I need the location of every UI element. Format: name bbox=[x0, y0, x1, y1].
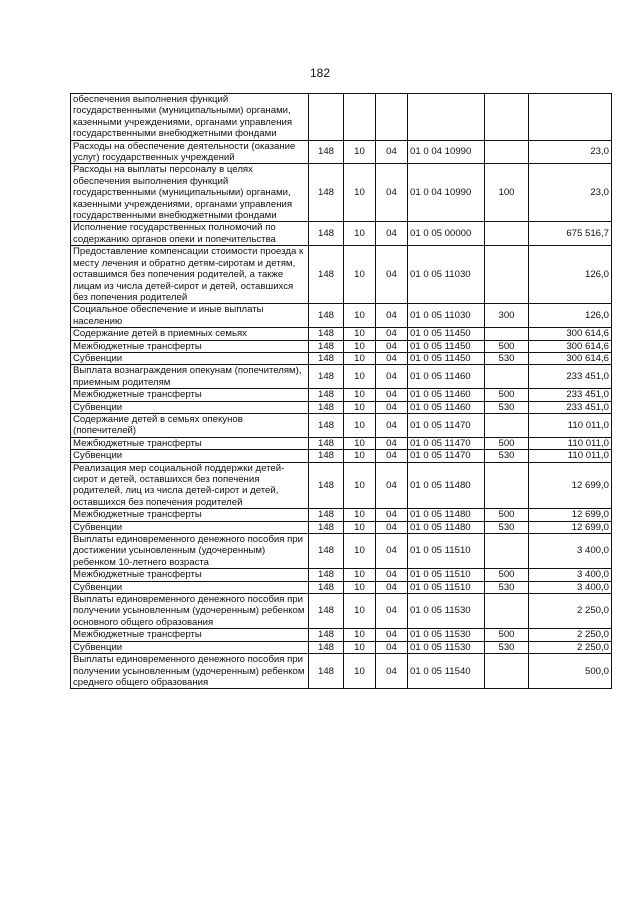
target-article-cell: 01 0 05 11460 bbox=[408, 389, 485, 401]
amount-cell: 675 516,7 bbox=[529, 222, 612, 246]
grbs-code-cell bbox=[309, 94, 344, 141]
expense-name-cell: Содержание детей в семьях опекунов (попечителей) bbox=[71, 413, 309, 437]
target-article-cell: 01 0 05 11470 bbox=[408, 413, 485, 437]
subsection-code-cell: 04 bbox=[376, 509, 408, 521]
section-code-cell: 10 bbox=[344, 654, 376, 689]
expense-name-cell: Межбюджетные трансферты bbox=[71, 569, 309, 581]
expense-name-cell: Расходы на обеспечение деятельности (оказание услуг) государственных учреждений bbox=[71, 140, 309, 164]
table-row bbox=[71, 164, 612, 222]
expense-name-cell: Межбюджетные трансферты bbox=[71, 340, 309, 352]
section-code-cell: 10 bbox=[344, 450, 376, 462]
table-row bbox=[71, 462, 612, 509]
table-row bbox=[71, 521, 612, 533]
subsection-code-cell: 04 bbox=[376, 581, 408, 593]
subsection-code-cell bbox=[376, 94, 408, 141]
table-row bbox=[71, 581, 612, 593]
grbs-code-cell: 148 bbox=[309, 629, 344, 641]
expense-name-cell: Субвенции bbox=[71, 521, 309, 533]
expense-name-cell: Выплата вознаграждения опекунам (попечителям), приемным родителям bbox=[71, 365, 309, 389]
expense-type-cell bbox=[485, 534, 529, 569]
amount-cell: 3 400,0 bbox=[529, 534, 612, 569]
expense-type-cell: 300 bbox=[485, 304, 529, 328]
table-row bbox=[71, 629, 612, 641]
section-code-cell: 10 bbox=[344, 462, 376, 509]
amount-cell: 12 699,0 bbox=[529, 462, 612, 509]
grbs-code-cell: 148 bbox=[309, 304, 344, 328]
table-row bbox=[71, 413, 612, 437]
expense-type-cell bbox=[485, 365, 529, 389]
amount-cell: 300 614,6 bbox=[529, 328, 612, 340]
expense-type-cell: 530 bbox=[485, 401, 529, 413]
subsection-code-cell: 04 bbox=[376, 641, 408, 653]
amount-cell: 233 451,0 bbox=[529, 401, 612, 413]
target-article-cell: 01 0 05 11460 bbox=[408, 401, 485, 413]
target-article-cell: 01 0 05 11510 bbox=[408, 581, 485, 593]
expense-name-cell: Реализация мер социальной поддержки детей-сирот и детей, оставшихся без попечения родителей, лиц из числа детей-сирот и детей, оставшихся без попечения родителей bbox=[71, 462, 309, 509]
table-row bbox=[71, 401, 612, 413]
expense-type-cell: 500 bbox=[485, 437, 529, 449]
expense-type-cell bbox=[485, 246, 529, 304]
expense-type-cell: 530 bbox=[485, 581, 529, 593]
subsection-code-cell: 04 bbox=[376, 629, 408, 641]
expense-name-cell: Межбюджетные трансферты bbox=[71, 509, 309, 521]
expense-type-cell: 530 bbox=[485, 450, 529, 462]
section-code-cell: 10 bbox=[344, 246, 376, 304]
grbs-code-cell: 148 bbox=[309, 389, 344, 401]
expense-type-cell bbox=[485, 94, 529, 141]
subsection-code-cell: 04 bbox=[376, 222, 408, 246]
amount-cell: 110 011,0 bbox=[529, 450, 612, 462]
section-code-cell: 10 bbox=[344, 401, 376, 413]
expense-type-cell bbox=[485, 654, 529, 689]
expense-name-cell: Исполнение государственных полномочий по содержанию органов опеки и попечительства bbox=[71, 222, 309, 246]
table-row bbox=[71, 328, 612, 340]
grbs-code-cell: 148 bbox=[309, 450, 344, 462]
expense-type-cell: 530 bbox=[485, 352, 529, 364]
grbs-code-cell: 148 bbox=[309, 365, 344, 389]
expense-type-cell: 500 bbox=[485, 509, 529, 521]
amount-cell: 110 011,0 bbox=[529, 437, 612, 449]
table-row bbox=[71, 654, 612, 689]
amount-cell: 23,0 bbox=[529, 140, 612, 164]
section-code-cell: 10 bbox=[344, 389, 376, 401]
amount-cell: 12 699,0 bbox=[529, 521, 612, 533]
table-row bbox=[71, 365, 612, 389]
target-article-cell: 01 0 05 00000 bbox=[408, 222, 485, 246]
target-article-cell: 01 0 05 11470 bbox=[408, 450, 485, 462]
section-code-cell: 10 bbox=[344, 413, 376, 437]
expense-name-cell: Субвенции bbox=[71, 450, 309, 462]
subsection-code-cell: 04 bbox=[376, 389, 408, 401]
target-article-cell: 01 0 05 11530 bbox=[408, 629, 485, 641]
table-row bbox=[71, 94, 612, 141]
table-row bbox=[71, 222, 612, 246]
subsection-code-cell: 04 bbox=[376, 365, 408, 389]
section-code-cell: 10 bbox=[344, 164, 376, 222]
budget-table bbox=[70, 93, 612, 689]
table-row bbox=[71, 340, 612, 352]
expense-name-cell: Субвенции bbox=[71, 401, 309, 413]
subsection-code-cell: 04 bbox=[376, 413, 408, 437]
expense-name-cell: Выплаты единовременного денежного пособия при получении усыновленным (удочеренным) ребенком основного общего образования bbox=[71, 594, 309, 629]
amount-cell: 126,0 bbox=[529, 246, 612, 304]
target-article-cell: 01 0 05 11540 bbox=[408, 654, 485, 689]
expense-type-cell bbox=[485, 222, 529, 246]
target-article-cell: 01 0 05 11030 bbox=[408, 304, 485, 328]
amount-cell: 126,0 bbox=[529, 304, 612, 328]
target-article-cell: 01 0 05 11530 bbox=[408, 641, 485, 653]
subsection-code-cell: 04 bbox=[376, 304, 408, 328]
expense-name-cell: Социальное обеспечение и иные выплаты населению bbox=[71, 304, 309, 328]
target-article-cell: 01 0 05 11450 bbox=[408, 340, 485, 352]
expense-type-cell: 500 bbox=[485, 629, 529, 641]
target-article-cell: 01 0 05 11460 bbox=[408, 365, 485, 389]
table-row bbox=[71, 450, 612, 462]
subsection-code-cell: 04 bbox=[376, 328, 408, 340]
grbs-code-cell: 148 bbox=[309, 328, 344, 340]
subsection-code-cell: 04 bbox=[376, 401, 408, 413]
grbs-code-cell: 148 bbox=[309, 581, 344, 593]
target-article-cell: 01 0 05 11450 bbox=[408, 352, 485, 364]
table-row bbox=[71, 594, 612, 629]
section-code-cell: 10 bbox=[344, 534, 376, 569]
grbs-code-cell: 148 bbox=[309, 401, 344, 413]
amount-cell: 3 400,0 bbox=[529, 569, 612, 581]
grbs-code-cell: 148 bbox=[309, 437, 344, 449]
amount-cell: 23,0 bbox=[529, 164, 612, 222]
section-code-cell: 10 bbox=[344, 365, 376, 389]
target-article-cell: 01 0 05 11480 bbox=[408, 521, 485, 533]
grbs-code-cell: 148 bbox=[309, 246, 344, 304]
grbs-code-cell: 148 bbox=[309, 164, 344, 222]
table-row bbox=[71, 304, 612, 328]
section-code-cell: 10 bbox=[344, 509, 376, 521]
subsection-code-cell: 04 bbox=[376, 246, 408, 304]
grbs-code-cell: 148 bbox=[309, 352, 344, 364]
target-article-cell: 01 0 05 11030 bbox=[408, 246, 485, 304]
subsection-code-cell: 04 bbox=[376, 450, 408, 462]
subsection-code-cell: 04 bbox=[376, 164, 408, 222]
target-article-cell: 01 0 05 11510 bbox=[408, 534, 485, 569]
amount-cell: 233 451,0 bbox=[529, 365, 612, 389]
section-code-cell: 10 bbox=[344, 328, 376, 340]
section-code-cell: 10 bbox=[344, 222, 376, 246]
table-row bbox=[71, 509, 612, 521]
amount-cell: 2 250,0 bbox=[529, 629, 612, 641]
section-code-cell: 10 bbox=[344, 340, 376, 352]
expense-name-cell: Межбюджетные трансферты bbox=[71, 389, 309, 401]
target-article-cell: 01 0 05 11480 bbox=[408, 509, 485, 521]
expense-type-cell: 500 bbox=[485, 340, 529, 352]
subsection-code-cell: 04 bbox=[376, 534, 408, 569]
target-article-cell: 01 0 05 11510 bbox=[408, 569, 485, 581]
subsection-code-cell: 04 bbox=[376, 352, 408, 364]
amount-cell: 12 699,0 bbox=[529, 509, 612, 521]
grbs-code-cell: 148 bbox=[309, 654, 344, 689]
table-row bbox=[71, 140, 612, 164]
amount-cell: 3 400,0 bbox=[529, 581, 612, 593]
amount-cell: 500,0 bbox=[529, 654, 612, 689]
grbs-code-cell: 148 bbox=[309, 462, 344, 509]
grbs-code-cell: 148 bbox=[309, 594, 344, 629]
expense-type-cell: 500 bbox=[485, 569, 529, 581]
amount-cell: 300 614,6 bbox=[529, 340, 612, 352]
amount-cell: 2 250,0 bbox=[529, 594, 612, 629]
grbs-code-cell: 148 bbox=[309, 340, 344, 352]
subsection-code-cell: 04 bbox=[376, 437, 408, 449]
amount-cell bbox=[529, 94, 612, 141]
subsection-code-cell: 04 bbox=[376, 140, 408, 164]
section-code-cell: 10 bbox=[344, 352, 376, 364]
expense-name-cell: Межбюджетные трансферты bbox=[71, 629, 309, 641]
table-row bbox=[71, 352, 612, 364]
expense-name-cell: Субвенции bbox=[71, 352, 309, 364]
grbs-code-cell: 148 bbox=[309, 509, 344, 521]
section-code-cell: 10 bbox=[344, 304, 376, 328]
target-article-cell: 01 0 05 11470 bbox=[408, 437, 485, 449]
section-code-cell: 10 bbox=[344, 140, 376, 164]
expense-name-cell: обеспечения выполнения функций государственными (муниципальными) органами, казенными учреждениями, органами управления государственными внебюджетными фондами bbox=[71, 94, 309, 141]
expense-name-cell: Содержание детей в приемных семьях bbox=[71, 328, 309, 340]
expense-type-cell bbox=[485, 328, 529, 340]
expense-name-cell: Предоставление компенсации стоимости проезда к месту лечения и обратно детям-сиротам и детям, оставшимся без попечения родителей, а также лицам из числа детей-сирот и детей, оставшихся без попечения родителей bbox=[71, 246, 309, 304]
expense-name-cell: Выплаты единовременного денежного пособия при получении усыновленным (удочеренным) ребенком среднего общего образования bbox=[71, 654, 309, 689]
subsection-code-cell: 04 bbox=[376, 462, 408, 509]
table-row bbox=[71, 437, 612, 449]
expense-type-cell: 530 bbox=[485, 641, 529, 653]
amount-cell: 300 614,6 bbox=[529, 352, 612, 364]
table-row bbox=[71, 534, 612, 569]
table-row bbox=[71, 569, 612, 581]
expense-name-cell: Субвенции bbox=[71, 641, 309, 653]
target-article-cell: 01 0 05 11450 bbox=[408, 328, 485, 340]
expense-name-cell: Выплаты единовременного денежного пособия при достижении усыновленным (удочеренным) ребенком 10-летнего возраста bbox=[71, 534, 309, 569]
target-article-cell: 01 0 04 10990 bbox=[408, 140, 485, 164]
expense-type-cell bbox=[485, 594, 529, 629]
table-row bbox=[71, 641, 612, 653]
expense-type-cell: 100 bbox=[485, 164, 529, 222]
expense-type-cell bbox=[485, 140, 529, 164]
amount-cell: 233 451,0 bbox=[529, 389, 612, 401]
amount-cell: 2 250,0 bbox=[529, 641, 612, 653]
section-code-cell: 10 bbox=[344, 437, 376, 449]
page-number: 182 bbox=[309, 66, 331, 80]
subsection-code-cell: 04 bbox=[376, 654, 408, 689]
subsection-code-cell: 04 bbox=[376, 569, 408, 581]
section-code-cell: 10 bbox=[344, 594, 376, 629]
section-code-cell: 10 bbox=[344, 581, 376, 593]
expense-name-cell: Субвенции bbox=[71, 581, 309, 593]
expense-type-cell: 500 bbox=[485, 389, 529, 401]
grbs-code-cell: 148 bbox=[309, 413, 344, 437]
subsection-code-cell: 04 bbox=[376, 521, 408, 533]
grbs-code-cell: 148 bbox=[309, 222, 344, 246]
table-row bbox=[71, 389, 612, 401]
expense-name-cell: Межбюджетные трансферты bbox=[71, 437, 309, 449]
grbs-code-cell: 148 bbox=[309, 569, 344, 581]
table-row bbox=[71, 246, 612, 304]
subsection-code-cell: 04 bbox=[376, 594, 408, 629]
section-code-cell: 10 bbox=[344, 629, 376, 641]
expense-name-cell: Расходы на выплаты персоналу в целях обеспечения выполнения функций государственными (муниципальными) органами, казенными учреждениями, органами управления государственными внебюджетными фондами bbox=[71, 164, 309, 222]
target-article-cell: 01 0 04 10990 bbox=[408, 164, 485, 222]
target-article-cell: 01 0 05 11530 bbox=[408, 594, 485, 629]
grbs-code-cell: 148 bbox=[309, 521, 344, 533]
grbs-code-cell: 148 bbox=[309, 534, 344, 569]
target-article-cell: 01 0 05 11480 bbox=[408, 462, 485, 509]
expense-type-cell bbox=[485, 413, 529, 437]
budget-table-body bbox=[71, 94, 612, 689]
amount-cell: 110 011,0 bbox=[529, 413, 612, 437]
section-code-cell: 10 bbox=[344, 569, 376, 581]
section-code-cell bbox=[344, 94, 376, 141]
section-code-cell: 10 bbox=[344, 641, 376, 653]
subsection-code-cell: 04 bbox=[376, 340, 408, 352]
expense-type-cell: 530 bbox=[485, 521, 529, 533]
target-article-cell bbox=[408, 94, 485, 141]
expense-type-cell bbox=[485, 462, 529, 509]
grbs-code-cell: 148 bbox=[309, 641, 344, 653]
grbs-code-cell: 148 bbox=[309, 140, 344, 164]
section-code-cell: 10 bbox=[344, 521, 376, 533]
